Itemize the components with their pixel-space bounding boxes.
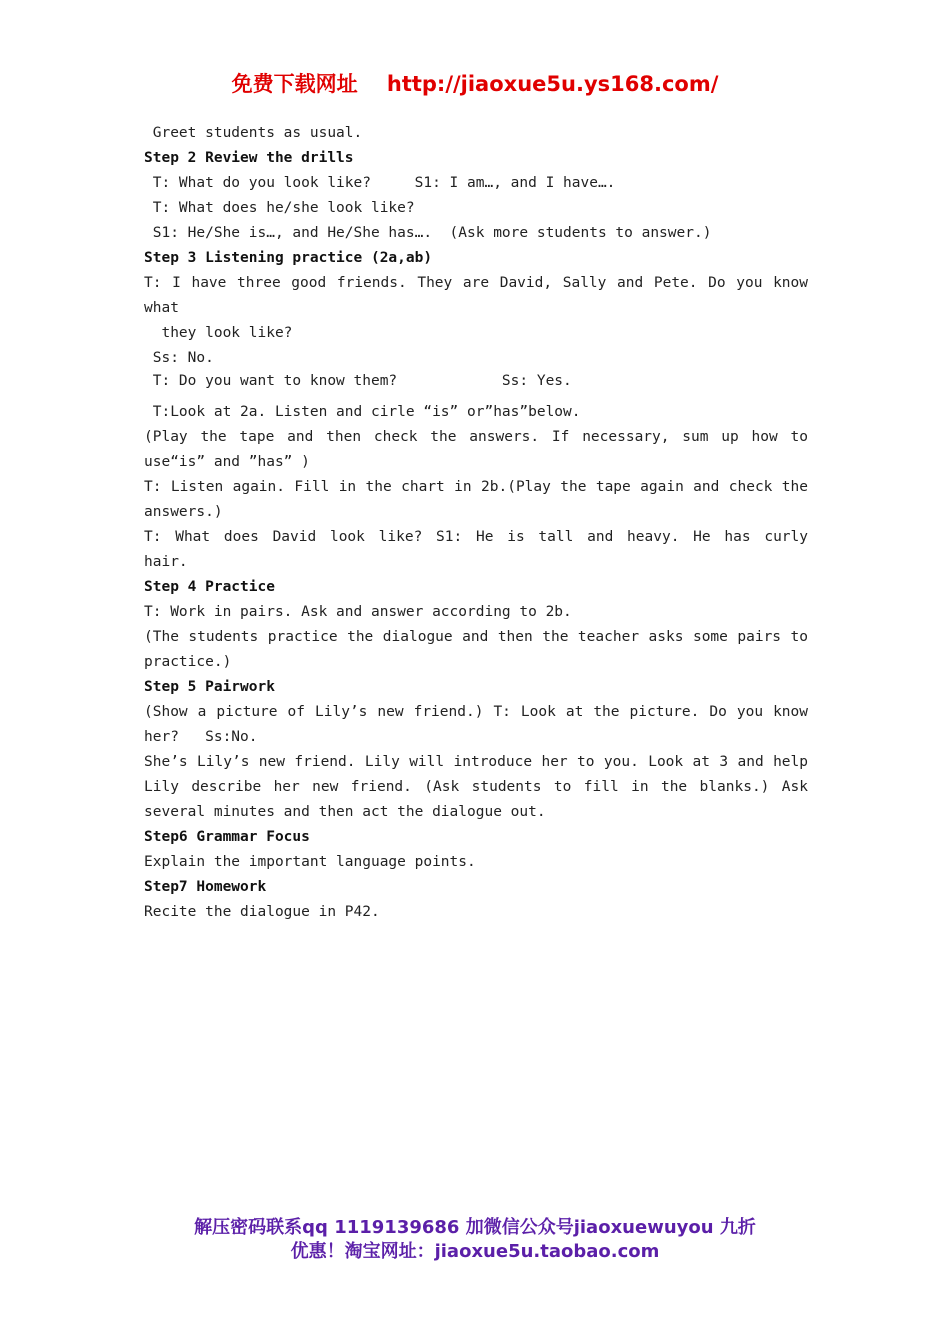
- text-line: S1: He/She is…, and He/She has…. (Ask more students to answer.): [144, 225, 712, 241]
- step-4-heading: Step 4 Practice: [144, 579, 275, 595]
- text-line: Recite the dialogue in P42.: [144, 904, 380, 920]
- text-line: answers.): [144, 504, 223, 520]
- contact-footer: [140, 1216, 810, 1264]
- footer-line-1: 解压密码联系qq 1119139686 加微信公众号jiaoxuewuyou 九折: [194, 1217, 756, 1238]
- text-line: use“is” and ”has” ): [144, 454, 310, 470]
- download-url-header[interactable]: 免费下载网址 http://jiaoxue5u.ys168.com/: [231, 72, 719, 96]
- text-line: T:Look at 2a. Listen and cirle “is” or”has”below.: [144, 404, 581, 420]
- text-line: Ss: No.: [144, 350, 214, 366]
- step-7-heading: Step7 Homework: [144, 879, 267, 895]
- step-6-heading: Step6 Grammar Focus: [144, 829, 310, 845]
- step-2-heading: Step 2 Review the drills: [144, 150, 354, 166]
- step-5-heading: Step 5 Pairwork: [144, 679, 275, 695]
- text-line: Greet students as usual.: [144, 125, 363, 141]
- text-line: (Play the tape and then check the answers. If necessary, sum up how to: [144, 429, 808, 445]
- text-line: T: Listen again. Fill in the chart in 2b.(Play the tape again and check the: [144, 479, 808, 495]
- text-line: they look like?: [144, 325, 293, 341]
- text-line: Lily describe her new friend. (Ask students to fill in the blanks.) Ask: [144, 779, 808, 795]
- lesson-content: [144, 121, 808, 925]
- text-line: T: I have three good friends. They are David, Sally and Pete. Do you know what: [144, 275, 808, 316]
- text-line: practice.): [144, 654, 232, 670]
- text-line: hair.: [144, 554, 188, 570]
- text-line: T: What does he/she look like?: [144, 200, 415, 216]
- text-line: T: What do you look like? S1: I am…, and I have….: [144, 175, 616, 191]
- text-line: her? Ss:No.: [144, 729, 258, 745]
- text-line: (The students practice the dialogue and then the teacher asks some pairs to: [144, 629, 808, 645]
- text-line: (Show a picture of Lily’s new friend.) T: Look at the picture. Do you know: [144, 704, 808, 720]
- text-line: several minutes and then act the dialogue out.: [144, 804, 546, 820]
- text-line: Explain the important language points.: [144, 854, 476, 870]
- text-line: T: Do you want to know them? Ss: Yes.: [144, 373, 572, 389]
- text-line: T: What does David look like? S1: He is tall and heavy. He has curly: [144, 529, 808, 545]
- step-3-heading: Step 3 Listening practice (2a,ab): [144, 250, 433, 266]
- footer-line-2[interactable]: 优惠！淘宝网址：jiaoxue5u.taobao.com: [290, 1241, 660, 1262]
- text-line: T: Work in pairs. Ask and answer according to 2b.: [144, 604, 572, 620]
- text-line: She’s Lily’s new friend. Lily will introduce her to you. Look at 3 and help: [144, 754, 808, 770]
